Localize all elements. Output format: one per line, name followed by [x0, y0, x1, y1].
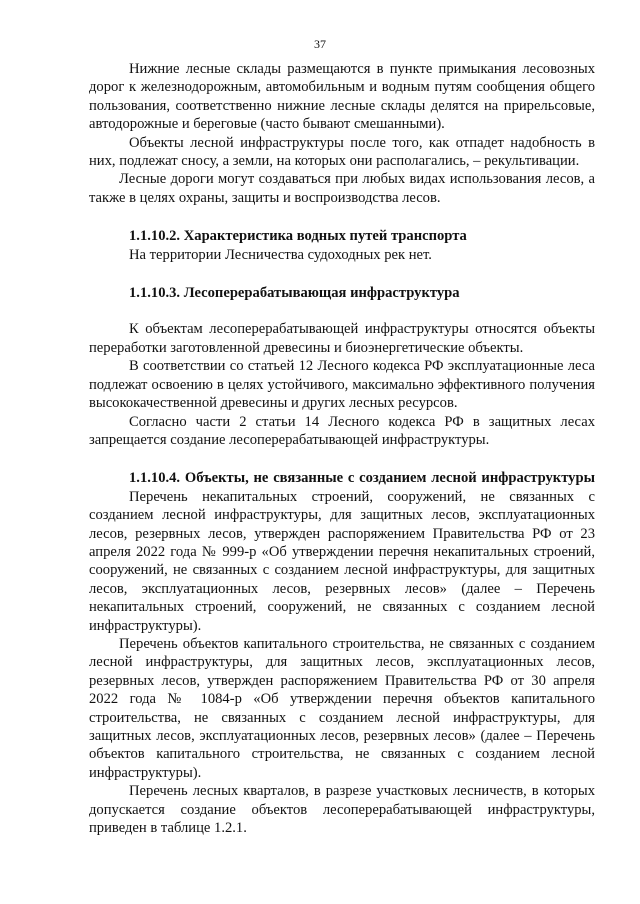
paragraph-processing-objects: К объектам лесоперерабатывающей инфраструктуры относятся объекты переработки заготовленной древесины и биоэнергетические объекты.: [89, 321, 595, 356]
paragraph-article-14: Согласно части 2 статьи 14 Лесного кодекса РФ в защитных лесах запрещается создание лесоперерабатывающей инфраструктуры.: [89, 413, 595, 448]
section-heading-processing: 1.1.10.3. Лесоперерабатывающая инфраструктура: [129, 285, 460, 302]
paragraph-non-capital-list: Перечень некапитальных строений, сооружений, не связанных с созданием лесной инфраструктуры, для защитных лесов, эксплуатационных лесов, резервных лесов, утвержден распоряжением Правительства РФ от 23 апреля 2022 года № 999-р «Об утверждении перечня некапитальных строений, сооружений, не связанных с созданием лесной инфраструктуры, для защитных лесов, эксплуатационных лесов, резервных лесов» (далее – Перечень некапитальных строений, сооружений, не связанных с созданием лесной инфраструктуры).: [89, 488, 595, 634]
section-heading-waterways: 1.1.10.2. Характеристика водных путей транспорта: [129, 228, 467, 245]
paragraph-infrastructure-removal: Объекты лесной инфраструктуры после того, как отпадет надобность в них, подлежат сносу, а земли, на которых они располагались, – рекультивации.: [89, 134, 595, 170]
section-heading-unrelated-objects: 1.1.10.4. Объекты, не связанные с созданием лесной инфраструктуры: [129, 470, 595, 487]
paragraph-quarters-list: Перечень лесных кварталов, в разрезе участковых лесничеств, в которых допускается создание объектов лесоперерабатывающей инфраструктуры, приведен в таблице 1.2.1.: [89, 783, 595, 837]
page-number: 37: [314, 37, 326, 51]
paragraph-capital-list: Перечень объектов капитального строительства, не связанных с созданием лесной инфраструктуры, для защитных лесов, эксплуатационных лесов, резервных лесов, утвержден распоряжением Правительства РФ от 30 апреля 2022 года № 1084-р «Об утверждении перечня объектов капитального строительства, не связанных с созданием лесной инфраструктуры, для защитных лесов, эксплуатационных лесов, резервных лесов» (далее – Перечень объектов капитального строительства, не связанных с созданием лесной инфраструктуры).: [89, 635, 595, 781]
page-body: [89, 60, 595, 837]
paragraph-article-12: В соответствии со статьей 12 Лесного кодекса РФ эксплуатационные леса подлежат освоению в целях устойчивого, максимально эффективного получения высококачественной древесины и других лесных ресурсов.: [89, 358, 595, 412]
paragraph-lower-warehouses: Нижние лесные склады размещаются в пункте примыкания лесовозных дорог к железнодорожным, автомобильным и водным путям сообщения общего пользования, соответственно нижние лесные склады делятся на прирельсовые, автодорожные и береговые (часто бывают смешанными).: [89, 61, 595, 133]
paragraph-forest-roads: Лесные дороги могут создаваться при любых видах использования лесов, а также в целях охраны, защиты и воспроизводства лесов.: [89, 171, 595, 206]
paragraph-no-navigable-rivers: На территории Лесничества судоходных рек нет.: [129, 246, 432, 263]
